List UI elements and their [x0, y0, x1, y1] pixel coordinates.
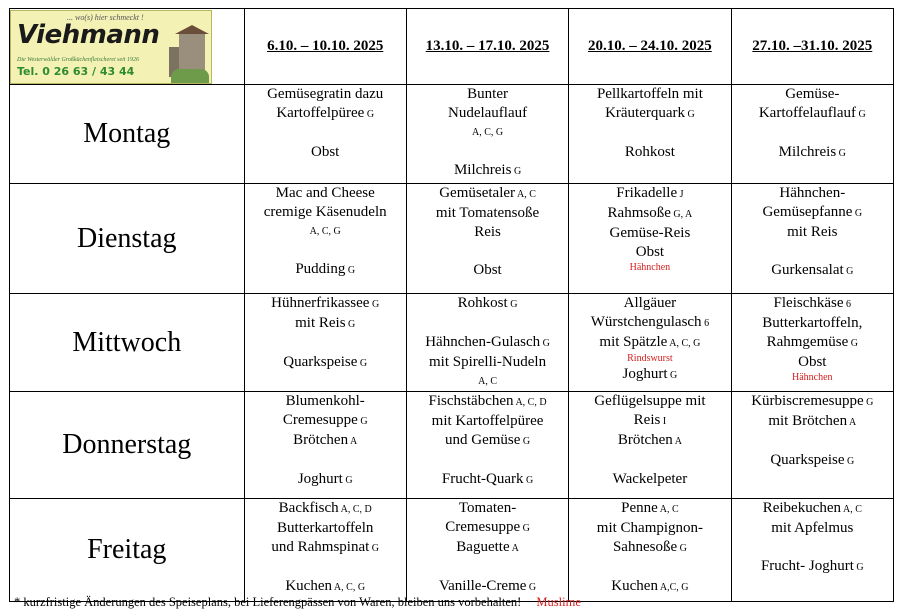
allergen-codes: A, C, G: [667, 338, 701, 349]
dish-name: Butterkartoffeln: [277, 520, 374, 536]
menu-item: [407, 223, 568, 242]
allergen-codes: G: [853, 562, 864, 573]
menu-item: [732, 261, 893, 281]
menu-cell: [244, 184, 406, 294]
allergen-codes: G: [511, 166, 522, 177]
allergen-codes: G: [523, 475, 534, 486]
dish-name: mit Spirelli-Nudeln: [429, 354, 547, 370]
menu-plan-table: [9, 8, 894, 602]
allergen-codes: G: [685, 109, 695, 120]
dish-name: mit Kartoffelpüree: [431, 413, 544, 429]
menu-item: [407, 85, 568, 104]
menu-item: [407, 204, 568, 223]
menu-item: [732, 557, 893, 577]
dish-name: Blumenkohl-: [285, 393, 365, 409]
day-label: Montag: [10, 85, 245, 184]
menu-cell: [406, 499, 568, 602]
menu-item: [245, 519, 406, 538]
allergen-codes: G: [540, 338, 550, 349]
menu-item: [569, 104, 730, 124]
day-row-mittwoch: [10, 294, 894, 392]
menu-item: [245, 184, 406, 203]
menu-item: [245, 577, 406, 597]
spacer: [569, 451, 730, 470]
menu-item: [245, 431, 406, 451]
allergen-codes: G: [852, 208, 863, 219]
dish-name: Brötchen: [293, 432, 349, 448]
menu-item: [407, 518, 568, 538]
dish-name: Quarkspeise: [770, 452, 845, 468]
dish-name: Baguette: [456, 539, 510, 555]
menu-item: [569, 333, 730, 353]
menu-item: [245, 538, 406, 558]
dish-name: mit Brötchen: [768, 413, 848, 429]
allergen-codes: A, C, G: [331, 582, 366, 593]
menu-item: [407, 538, 568, 558]
allergen-codes: A, C: [841, 504, 862, 515]
dish-name: Kuchen: [611, 578, 658, 594]
spacer: [245, 451, 406, 470]
allergen-codes: G: [345, 319, 356, 330]
week-header-2: 13.10. – 17.10. 2025: [406, 9, 568, 85]
allergen-codes: G: [836, 148, 846, 159]
menu-item: [245, 104, 406, 124]
dish-name: Rohkost: [457, 295, 508, 311]
menu-item: [569, 85, 730, 104]
logo-brand: Viehmann: [17, 19, 160, 50]
allergen-codes: A: [847, 417, 857, 428]
menu-item: [732, 499, 893, 519]
menu-item: [732, 203, 893, 223]
menu-item: [407, 261, 568, 280]
menu-item: [732, 294, 893, 314]
dish-name: Geflügelsuppe mit: [594, 393, 706, 409]
allergen-codes: G: [843, 266, 854, 277]
spacer: [732, 124, 893, 143]
menu-item: [569, 365, 730, 385]
menu-item: [569, 538, 730, 558]
menu-cell: [569, 184, 731, 294]
menu-item: [569, 577, 730, 597]
allergen-codes: 6: [843, 299, 852, 310]
menu-item: [569, 184, 730, 204]
menu-cell: [406, 85, 568, 184]
allergen-codes: G: [526, 582, 537, 593]
allergen-codes: A: [348, 436, 358, 447]
dish-name: Gemüse-: [785, 86, 840, 102]
dish-name: Fischstäbchen: [428, 393, 514, 409]
dish-name: Kartoffelpüree: [276, 105, 365, 121]
menu-item: [245, 353, 406, 373]
menu-item: [732, 85, 893, 104]
dish-name: Reis: [474, 224, 501, 240]
menu-item: [569, 204, 730, 224]
allergen-codes: A, C, D: [513, 397, 547, 408]
week-header-3: 20.10. – 24.10. 2025: [569, 9, 731, 85]
menu-item: [732, 223, 893, 242]
dish-name: Kuchen: [285, 578, 332, 594]
dish-name: Milchreis: [778, 144, 837, 160]
menu-item: [732, 519, 893, 538]
menu-cell: [731, 85, 893, 184]
menu-cell: [244, 392, 406, 499]
dish-name: Pudding: [295, 261, 346, 277]
menu-item: [407, 104, 568, 123]
week-header-1: 6.10. – 10.10. 2025: [244, 9, 406, 85]
allergen-codes: G: [856, 109, 866, 120]
dish-name: Butterkartoffeln,: [762, 315, 863, 331]
menu-item: [245, 499, 406, 519]
allergen-codes: G: [342, 475, 353, 486]
allergen-codes: G: [520, 523, 530, 534]
menu-item: [245, 314, 406, 334]
menu-item: [245, 392, 406, 411]
allergen-codes: J: [677, 189, 684, 200]
allergen-codes: G: [863, 397, 874, 408]
dish-name: Frucht-Quark: [441, 471, 524, 487]
dish-name: Frucht- Joghurt: [760, 558, 854, 574]
muslim-label: Muslime: [536, 595, 581, 609]
footer-note: [14, 595, 581, 610]
spacer: [245, 124, 406, 143]
logo-subtitle: Die Westerwälder Großküchenfleischerei seit 1926: [17, 56, 139, 63]
menu-item: [245, 85, 406, 104]
spacer: [732, 432, 893, 451]
dish-name: Milchreis: [453, 162, 512, 178]
menu-item: [407, 161, 568, 181]
menu-item: [407, 470, 568, 490]
menu-item: [569, 431, 730, 451]
menu-item: [732, 314, 893, 333]
dish-name: Cremesuppe: [282, 412, 358, 428]
allergen-codes: A, C, D: [338, 504, 372, 515]
dish-name: mit Reis: [787, 224, 838, 240]
dish-name: Allgäuer: [623, 295, 677, 311]
menu-item: [407, 184, 568, 204]
spacer: [732, 242, 893, 261]
allergen-codes: G: [844, 456, 855, 467]
dish-name: Quarkspeise: [283, 354, 358, 370]
allergen-codes: A,C, G: [657, 582, 689, 593]
dish-name: cremige Käsenudeln: [263, 204, 387, 220]
dish-name: und Gemüse: [444, 432, 521, 448]
spacer: [569, 124, 730, 143]
day-row-freitag: [10, 499, 894, 602]
dish-name: Würstchengulasch: [590, 314, 702, 330]
menu-cell: [406, 184, 568, 294]
spacer: [407, 558, 568, 577]
day-label: Donnerstag: [10, 392, 245, 499]
dish-name: Gemüsegratin dazu: [267, 86, 384, 102]
allergen-codes: A: [672, 436, 682, 447]
spacer: [407, 314, 568, 333]
dish-name: Penne: [621, 500, 658, 516]
day-row-donnerstag: [10, 392, 894, 499]
dish-name: Obst: [473, 262, 502, 278]
dish-name: und Rahmspinat: [271, 539, 370, 555]
menu-item: [569, 243, 730, 262]
allergen-codes: G: [369, 543, 380, 554]
menu-cell: [244, 499, 406, 602]
dish-name: Frikadelle: [616, 185, 678, 201]
menu-cell: [406, 392, 568, 499]
menu-cell: [731, 294, 893, 392]
spacer: [407, 242, 568, 261]
allergen-codes: I: [660, 416, 667, 427]
menu-item: [569, 313, 730, 333]
day-label: Dienstag: [10, 184, 245, 294]
dish-name: Mac and Cheese: [275, 185, 375, 201]
logo-slogan: ... wo(s) hier schmeckt !: [67, 12, 144, 22]
dish-name: Gemüsetaler: [439, 185, 516, 201]
menu-cell: [244, 85, 406, 184]
menu-item: [407, 333, 568, 353]
spacer: [245, 558, 406, 577]
allergen-codes: G: [369, 299, 380, 310]
dish-name: Backfisch: [278, 500, 339, 516]
day-label: Mittwoch: [10, 294, 245, 392]
menu-item: [569, 224, 730, 243]
allergen-codes: A, C: [478, 376, 497, 387]
header-row: [10, 9, 894, 85]
menu-item: [732, 143, 893, 163]
dish-name: Wackelpeter: [612, 471, 688, 487]
day-row-dienstag: [10, 184, 894, 294]
dish-name: Cremesuppe: [445, 519, 521, 535]
meat-note: Hähnchen: [792, 372, 833, 383]
spacer: [245, 241, 406, 260]
menu-item: [245, 260, 406, 280]
menu-item: [245, 470, 406, 490]
menu-item: [245, 294, 406, 314]
day-row-montag: [10, 85, 894, 184]
dish-name: Obst: [798, 354, 827, 370]
dish-name: Kartoffelauflauf: [758, 105, 857, 121]
menu-item: [407, 353, 568, 372]
allergen-codes: G: [345, 265, 356, 276]
logo-cell: [10, 9, 245, 85]
tree-icon: [171, 69, 209, 83]
dish-name: Bunter: [467, 86, 508, 102]
dish-name: mit Tomatensoße: [435, 205, 540, 221]
menu-item: [407, 412, 568, 431]
menu-cell: [244, 294, 406, 392]
dish-name: Nudelauflauf: [447, 105, 528, 121]
menu-item: [407, 577, 568, 597]
dish-name: mit Champignon-: [596, 520, 704, 536]
menu-cell: [731, 392, 893, 499]
menu-cell: [406, 294, 568, 392]
dish-name: Gemüsepfanne: [762, 204, 853, 220]
menu-item: [732, 353, 893, 372]
menu-item: [732, 104, 893, 124]
dish-name: Reis: [633, 412, 661, 428]
menu-item: [407, 392, 568, 412]
menu-cell: [731, 499, 893, 602]
menu-item: [569, 294, 730, 313]
menu-item: [569, 470, 730, 489]
menu-item: [569, 392, 730, 411]
dish-name: Pellkartoffeln mit: [596, 86, 703, 102]
dish-name: Joghurt: [297, 471, 343, 487]
dish-name: mit Spätzle: [599, 334, 668, 350]
dish-name: Hühnerfrikassee: [271, 295, 370, 311]
allergen-codes: A, C: [657, 504, 679, 515]
allergen-codes: G: [507, 299, 518, 310]
spacer: [569, 558, 730, 577]
spacer: [407, 142, 568, 161]
dish-name: Sahnesoße: [612, 539, 678, 555]
dish-name: Kräuterquark: [605, 105, 686, 121]
menu-item: [732, 184, 893, 203]
menu-item: [245, 203, 406, 222]
disclaimer-text: * kurzfristige Änderungen des Speiseplans, bei Lieferengpässen von Waren, bleiben uns vorbehalten!: [14, 595, 522, 609]
spacer: [732, 538, 893, 557]
spacer: [407, 451, 568, 470]
menu-item: [569, 499, 730, 519]
dish-name: mit Reis: [295, 315, 346, 331]
day-label: Freitag: [10, 499, 245, 602]
spacer: [245, 334, 406, 353]
menu-item: [245, 411, 406, 431]
dish-name: Hähnchen-: [779, 185, 846, 201]
menu-item: [407, 499, 568, 518]
meat-note: Rindswurst: [627, 353, 673, 364]
menu-item: [732, 392, 893, 412]
allergen-codes: G: [677, 543, 687, 554]
dish-name: Gemüse-Reis: [609, 225, 691, 241]
menu-item: [245, 143, 406, 162]
allergen-codes: A, C: [515, 189, 536, 200]
menu-item: [407, 294, 568, 314]
dish-name: Hähnchen-Gulasch: [425, 334, 541, 350]
dish-name: Fleischkäse: [773, 295, 844, 311]
dish-name: Reibekuchen: [762, 500, 842, 516]
allergen-codes: 6: [701, 318, 710, 329]
menu-item: [407, 431, 568, 451]
week-header-4: 27.10. –31.10. 2025: [731, 9, 893, 85]
allergen-codes: G, A: [670, 209, 693, 220]
viehmann-logo: [10, 10, 212, 84]
dish-name: Vanille-Creme: [438, 578, 527, 594]
allergen-codes: G: [364, 109, 375, 120]
dish-name: Rahmgemüse: [766, 334, 849, 350]
allergen-codes: G: [357, 416, 368, 427]
menu-cell: [569, 392, 731, 499]
menu-cell: [569, 294, 731, 392]
menu-item: [732, 451, 893, 471]
allergen-codes: G: [357, 358, 368, 369]
menu-item: [569, 519, 730, 538]
allergen-codes: A: [509, 543, 519, 554]
allergen-codes: G: [667, 370, 678, 381]
meat-note: Hähnchen: [629, 262, 671, 273]
menu-cell: [569, 499, 731, 602]
menu-item: [569, 411, 730, 431]
dish-name: Gurkensalat: [771, 262, 844, 278]
menu-cell: [569, 85, 731, 184]
logo-phone: Tel. 0 26 63 / 43 44: [17, 64, 135, 78]
menu-item: [732, 333, 893, 353]
menu-item: [569, 143, 730, 162]
dish-name: mit Apfelmus: [771, 520, 854, 536]
dish-name: Obst: [635, 244, 665, 260]
dish-name: Rohkost: [624, 144, 675, 160]
dish-name: Joghurt: [622, 366, 668, 382]
allergen-codes: G: [520, 436, 531, 447]
allergen-codes: A, C, G: [471, 127, 504, 138]
menu-item: [732, 412, 893, 432]
dish-name: Brötchen: [617, 432, 673, 448]
allergen-codes: A, C, G: [309, 226, 341, 237]
allergen-codes: G: [848, 338, 858, 349]
dish-name: Rahmsoße: [607, 205, 671, 221]
menu-cell: [731, 184, 893, 294]
dish-name: Obst: [311, 144, 340, 160]
dish-name: Tomaten-: [458, 500, 517, 516]
dish-name: Kürbiscremesuppe: [751, 393, 864, 409]
